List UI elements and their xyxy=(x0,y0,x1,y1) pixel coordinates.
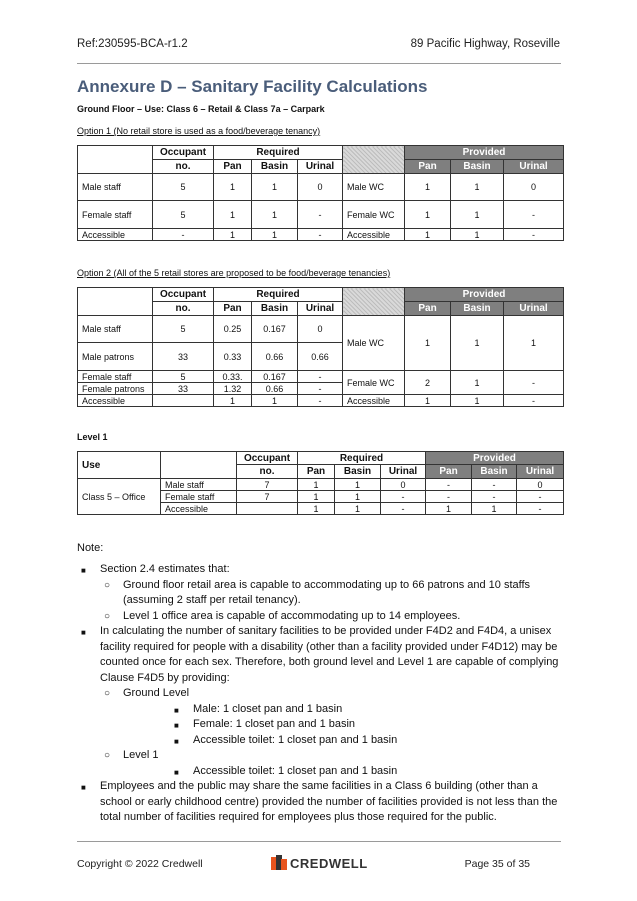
option1-header-blank xyxy=(78,146,153,174)
pan-cell: 1 xyxy=(298,479,335,491)
credwell-logo xyxy=(271,855,368,871)
note-text: Male: 1 closet pan and 1 basin xyxy=(193,702,343,715)
table-row xyxy=(78,316,564,343)
table-row xyxy=(78,201,564,229)
provided-pan-cell: 1 xyxy=(426,503,472,515)
provided-pan-cell: 1 xyxy=(405,229,451,241)
note-text: Employees and the public may share the same facilities in a Class 6 building (other than a school or early childhood centre) provided the number of facilities provided is not less than the total number of facilities required for employees plus those required for the public. xyxy=(100,780,558,823)
option1-header-required: Required xyxy=(214,146,343,160)
level1-header-provided: Provided xyxy=(426,452,564,465)
occupant-cell: 7 xyxy=(237,491,298,503)
list-item xyxy=(77,609,561,625)
provided-urinal-cell: 0 xyxy=(504,174,564,201)
option1-header-provided-pan: Pan xyxy=(405,160,451,174)
urinal-cell: 0.66 xyxy=(298,343,343,371)
provided-urinal-cell: 1 xyxy=(504,316,564,371)
list-item xyxy=(77,779,561,826)
provided-basin-cell: - xyxy=(472,491,517,503)
header-rule xyxy=(77,63,561,64)
table-row xyxy=(78,479,564,491)
option2-header-provided: Provided xyxy=(405,288,564,302)
option2-table xyxy=(77,287,564,407)
table-row xyxy=(78,174,564,201)
facility-cell: Male WC xyxy=(343,174,405,201)
basin-cell: 1 xyxy=(335,491,381,503)
list-item xyxy=(77,624,561,686)
provided-pan-cell: 1 xyxy=(405,201,451,229)
site-address: 89 Pacific Highway, Roseville xyxy=(410,38,560,50)
level1-header-occupant: Occupant xyxy=(237,452,298,465)
bullet-square-icon: ■ xyxy=(81,783,86,792)
row-label: Male patrons xyxy=(78,343,153,371)
provided-urinal-cell: - xyxy=(517,491,564,503)
credwell-logo-text: CREDWELL xyxy=(290,855,368,871)
urinal-cell: - xyxy=(381,503,426,515)
provided-basin-cell: 1 xyxy=(451,371,504,395)
bullet-circle-icon: ○ xyxy=(104,750,111,761)
note-text: Level 1 xyxy=(123,749,159,761)
urinal-cell: 0 xyxy=(381,479,426,491)
level1-header-use: Use xyxy=(78,452,161,479)
bullet-circle-icon: ○ xyxy=(104,688,111,699)
document-reference: Ref:230595-BCA-r1.2 xyxy=(77,38,188,50)
urinal-cell: 0 xyxy=(298,174,343,201)
note-text: Accessible toilet: 1 closet pan and 1 basin xyxy=(193,733,398,746)
bullet-square-icon: ■ xyxy=(174,721,179,730)
provided-basin-cell: 1 xyxy=(451,316,504,371)
table-row xyxy=(78,229,564,241)
row-label: Female staff xyxy=(78,201,153,229)
bullet-square-icon: ■ xyxy=(174,736,179,746)
provided-urinal-cell: - xyxy=(504,201,564,229)
basin-cell: 1 xyxy=(335,479,381,491)
provided-urinal-cell: - xyxy=(517,503,564,515)
level1-header-provided-urinal: Urinal xyxy=(517,465,564,479)
option2-header-blank xyxy=(78,288,153,316)
bullet-square-icon: ■ xyxy=(81,566,86,575)
row-label: Accessible xyxy=(78,229,153,241)
option1-header-provided: Provided xyxy=(405,146,564,160)
provided-basin-cell: - xyxy=(472,479,517,491)
provided-basin-cell: 1 xyxy=(451,229,504,241)
occupant-cell: 33 xyxy=(153,343,214,371)
urinal-cell: - xyxy=(298,383,343,395)
facility-cell: Accessible xyxy=(343,395,405,407)
option2-header-occupant: Occupant xyxy=(153,288,214,302)
level1-header-blank xyxy=(161,452,237,479)
bullet-circle-icon: ○ xyxy=(104,610,111,622)
note-text: In calculating the number of sanitary facilities to be provided under F4D2 and F4D4, a unisex facility required for people with a disability (other than a facility provided under F4D12) may be counted once for each sex. Therefore, both ground level and Level 1 are capable of complying Clause F4D5 by providing: xyxy=(100,625,559,684)
footer-rule xyxy=(77,841,561,842)
note-text: Female: 1 closet pan and 1 basin xyxy=(193,718,356,730)
option2-header-required: Required xyxy=(214,288,343,302)
level1-header-occupant-no: no. xyxy=(237,465,298,479)
option2-header-provided-urinal: Urinal xyxy=(504,302,564,316)
occupant-cell: 7 xyxy=(237,479,298,491)
row-label: Male staff xyxy=(161,479,237,491)
note-text: Accessible toilet: 1 closet pan and 1 basin xyxy=(193,764,398,777)
pan-cell: 1 xyxy=(214,201,252,229)
provided-pan-cell: - xyxy=(426,491,472,503)
provided-basin-cell: 1 xyxy=(451,201,504,229)
row-label: Male staff xyxy=(78,316,153,343)
list-item xyxy=(77,702,561,718)
option2-header-hatch xyxy=(343,288,405,316)
occupant-cell: 5 xyxy=(153,316,214,343)
page-title: Annexure D – Sanitary Facility Calculations xyxy=(77,77,428,96)
urinal-cell: - xyxy=(298,371,343,383)
level1-header-provided-basin: Basin xyxy=(472,465,517,479)
option2-header-pan: Pan xyxy=(214,302,252,316)
provided-basin-cell: 1 xyxy=(451,174,504,201)
pan-cell: 1.32 xyxy=(214,383,252,395)
level1-header-basin: Basin xyxy=(335,465,381,479)
provided-pan-cell: 1 xyxy=(405,174,451,201)
facility-cell: Male WC xyxy=(343,316,405,371)
basin-cell: 1 xyxy=(252,229,298,241)
level1-header-pan: Pan xyxy=(298,465,335,479)
row-label: Male staff xyxy=(78,174,153,201)
option2-header-provided-basin: Basin xyxy=(451,302,504,316)
credwell-logo-icon xyxy=(271,855,287,871)
bullet-square-icon: ■ xyxy=(81,628,86,637)
notes-list xyxy=(77,562,561,826)
facility-cell: Female WC xyxy=(343,201,405,229)
provided-urinal-cell: - xyxy=(504,371,564,395)
bullet-square-icon: ■ xyxy=(174,767,179,777)
basin-cell: 0.66 xyxy=(252,343,298,371)
provided-urinal-cell: - xyxy=(504,229,564,241)
list-item xyxy=(77,733,561,749)
list-item xyxy=(77,748,561,764)
note-text: Ground Level xyxy=(123,687,190,699)
option1-header-occupant-no: no. xyxy=(153,160,214,174)
option2-header-provided-pan: Pan xyxy=(405,302,451,316)
option2-header-basin: Basin xyxy=(252,302,298,316)
row-label: Female staff xyxy=(161,491,237,503)
option2-header-urinal: Urinal xyxy=(298,302,343,316)
provided-urinal-cell: - xyxy=(504,395,564,407)
occupant-cell xyxy=(153,395,214,407)
provided-pan-cell: - xyxy=(426,479,472,491)
pan-cell: 1 xyxy=(214,174,252,201)
table-row xyxy=(78,371,564,383)
list-item xyxy=(77,686,561,702)
urinal-cell: - xyxy=(298,201,343,229)
pan-cell: 1 xyxy=(298,491,335,503)
option1-header-provided-urinal: Urinal xyxy=(504,160,564,174)
level1-header-urinal: Urinal xyxy=(381,465,426,479)
page-number: Page 35 of 35 xyxy=(464,858,530,870)
level1-header-provided-pan: Pan xyxy=(426,465,472,479)
provided-basin-cell: 1 xyxy=(451,395,504,407)
row-label: Female staff xyxy=(78,371,153,383)
note-text: Ground floor retail area is capable to accommodating up to 66 patrons and 10 staffs (assuming 2 staff per retail tenancy). xyxy=(123,578,531,606)
occupant-cell: 33 xyxy=(153,383,214,395)
option1-header-pan: Pan xyxy=(214,160,252,174)
urinal-cell: - xyxy=(298,229,343,241)
note-text: Section 2.4 estimates that: xyxy=(100,563,230,575)
level1-caption: Level 1 xyxy=(77,432,108,442)
urinal-cell: - xyxy=(298,395,343,407)
list-item xyxy=(77,717,561,733)
occupant-cell: 5 xyxy=(153,174,214,201)
list-item xyxy=(77,578,561,609)
row-label: Female patrons xyxy=(78,383,153,395)
pan-cell: 0.33. xyxy=(214,371,252,383)
occupant-cell: - xyxy=(153,229,214,241)
option1-header-basin: Basin xyxy=(252,160,298,174)
provided-pan-cell: 2 xyxy=(405,371,451,395)
use-cell: Class 5 – Office xyxy=(78,479,161,515)
option1-header-occupant: Occupant xyxy=(153,146,214,160)
provided-urinal-cell: 0 xyxy=(517,479,564,491)
facility-cell: Accessible xyxy=(343,229,405,241)
note-text: Level 1 office area is capable of accommodating up to 14 employees. xyxy=(123,609,461,622)
option1-header-urinal: Urinal xyxy=(298,160,343,174)
provided-pan-cell: 1 xyxy=(405,316,451,371)
basin-cell: 0.66 xyxy=(252,383,298,395)
urinal-cell: 0 xyxy=(298,316,343,343)
table-row xyxy=(78,395,564,407)
bullet-square-icon: ■ xyxy=(174,705,179,715)
level1-header-required: Required xyxy=(298,452,426,465)
level1-table xyxy=(77,451,564,515)
row-label: Accessible xyxy=(161,503,237,515)
option1-caption: Option 1 (No retail store is used as a food/beverage tenancy) xyxy=(77,126,321,136)
page-subtitle: Ground Floor – Use: Class 6 – Retail & Class 7a – Carpark xyxy=(77,104,325,114)
facility-cell: Female WC xyxy=(343,371,405,395)
list-item xyxy=(77,562,561,578)
note-title: Note: xyxy=(77,542,104,554)
row-label: Accessible xyxy=(78,395,153,407)
option2-caption: Option 2 (All of the 5 retail stores are proposed to be food/beverage tenancies) xyxy=(77,268,391,278)
option1-table xyxy=(77,145,564,241)
basin-cell: 1 xyxy=(335,503,381,515)
occupant-cell: 5 xyxy=(153,371,214,383)
basin-cell: 1 xyxy=(252,174,298,201)
option1-header-provided-basin: Basin xyxy=(451,160,504,174)
occupant-cell: 5 xyxy=(153,201,214,229)
basin-cell: 1 xyxy=(252,201,298,229)
basin-cell: 1 xyxy=(252,395,298,407)
list-item xyxy=(77,764,561,780)
occupant-cell xyxy=(237,503,298,515)
basin-cell: 0.167 xyxy=(252,316,298,343)
pan-cell: 1 xyxy=(214,395,252,407)
copyright: Copyright © 2022 Credwell xyxy=(77,858,203,870)
pan-cell: 0.33 xyxy=(214,343,252,371)
option2-header-occupant-no: no. xyxy=(153,302,214,316)
pan-cell: 0.25 xyxy=(214,316,252,343)
basin-cell: 0.167 xyxy=(252,371,298,383)
pan-cell: 1 xyxy=(298,503,335,515)
urinal-cell: - xyxy=(381,491,426,503)
bullet-circle-icon: ○ xyxy=(104,579,111,591)
provided-pan-cell: 1 xyxy=(405,395,451,407)
provided-basin-cell: 1 xyxy=(472,503,517,515)
pan-cell: 1 xyxy=(214,229,252,241)
option1-header-hatch xyxy=(343,146,405,174)
